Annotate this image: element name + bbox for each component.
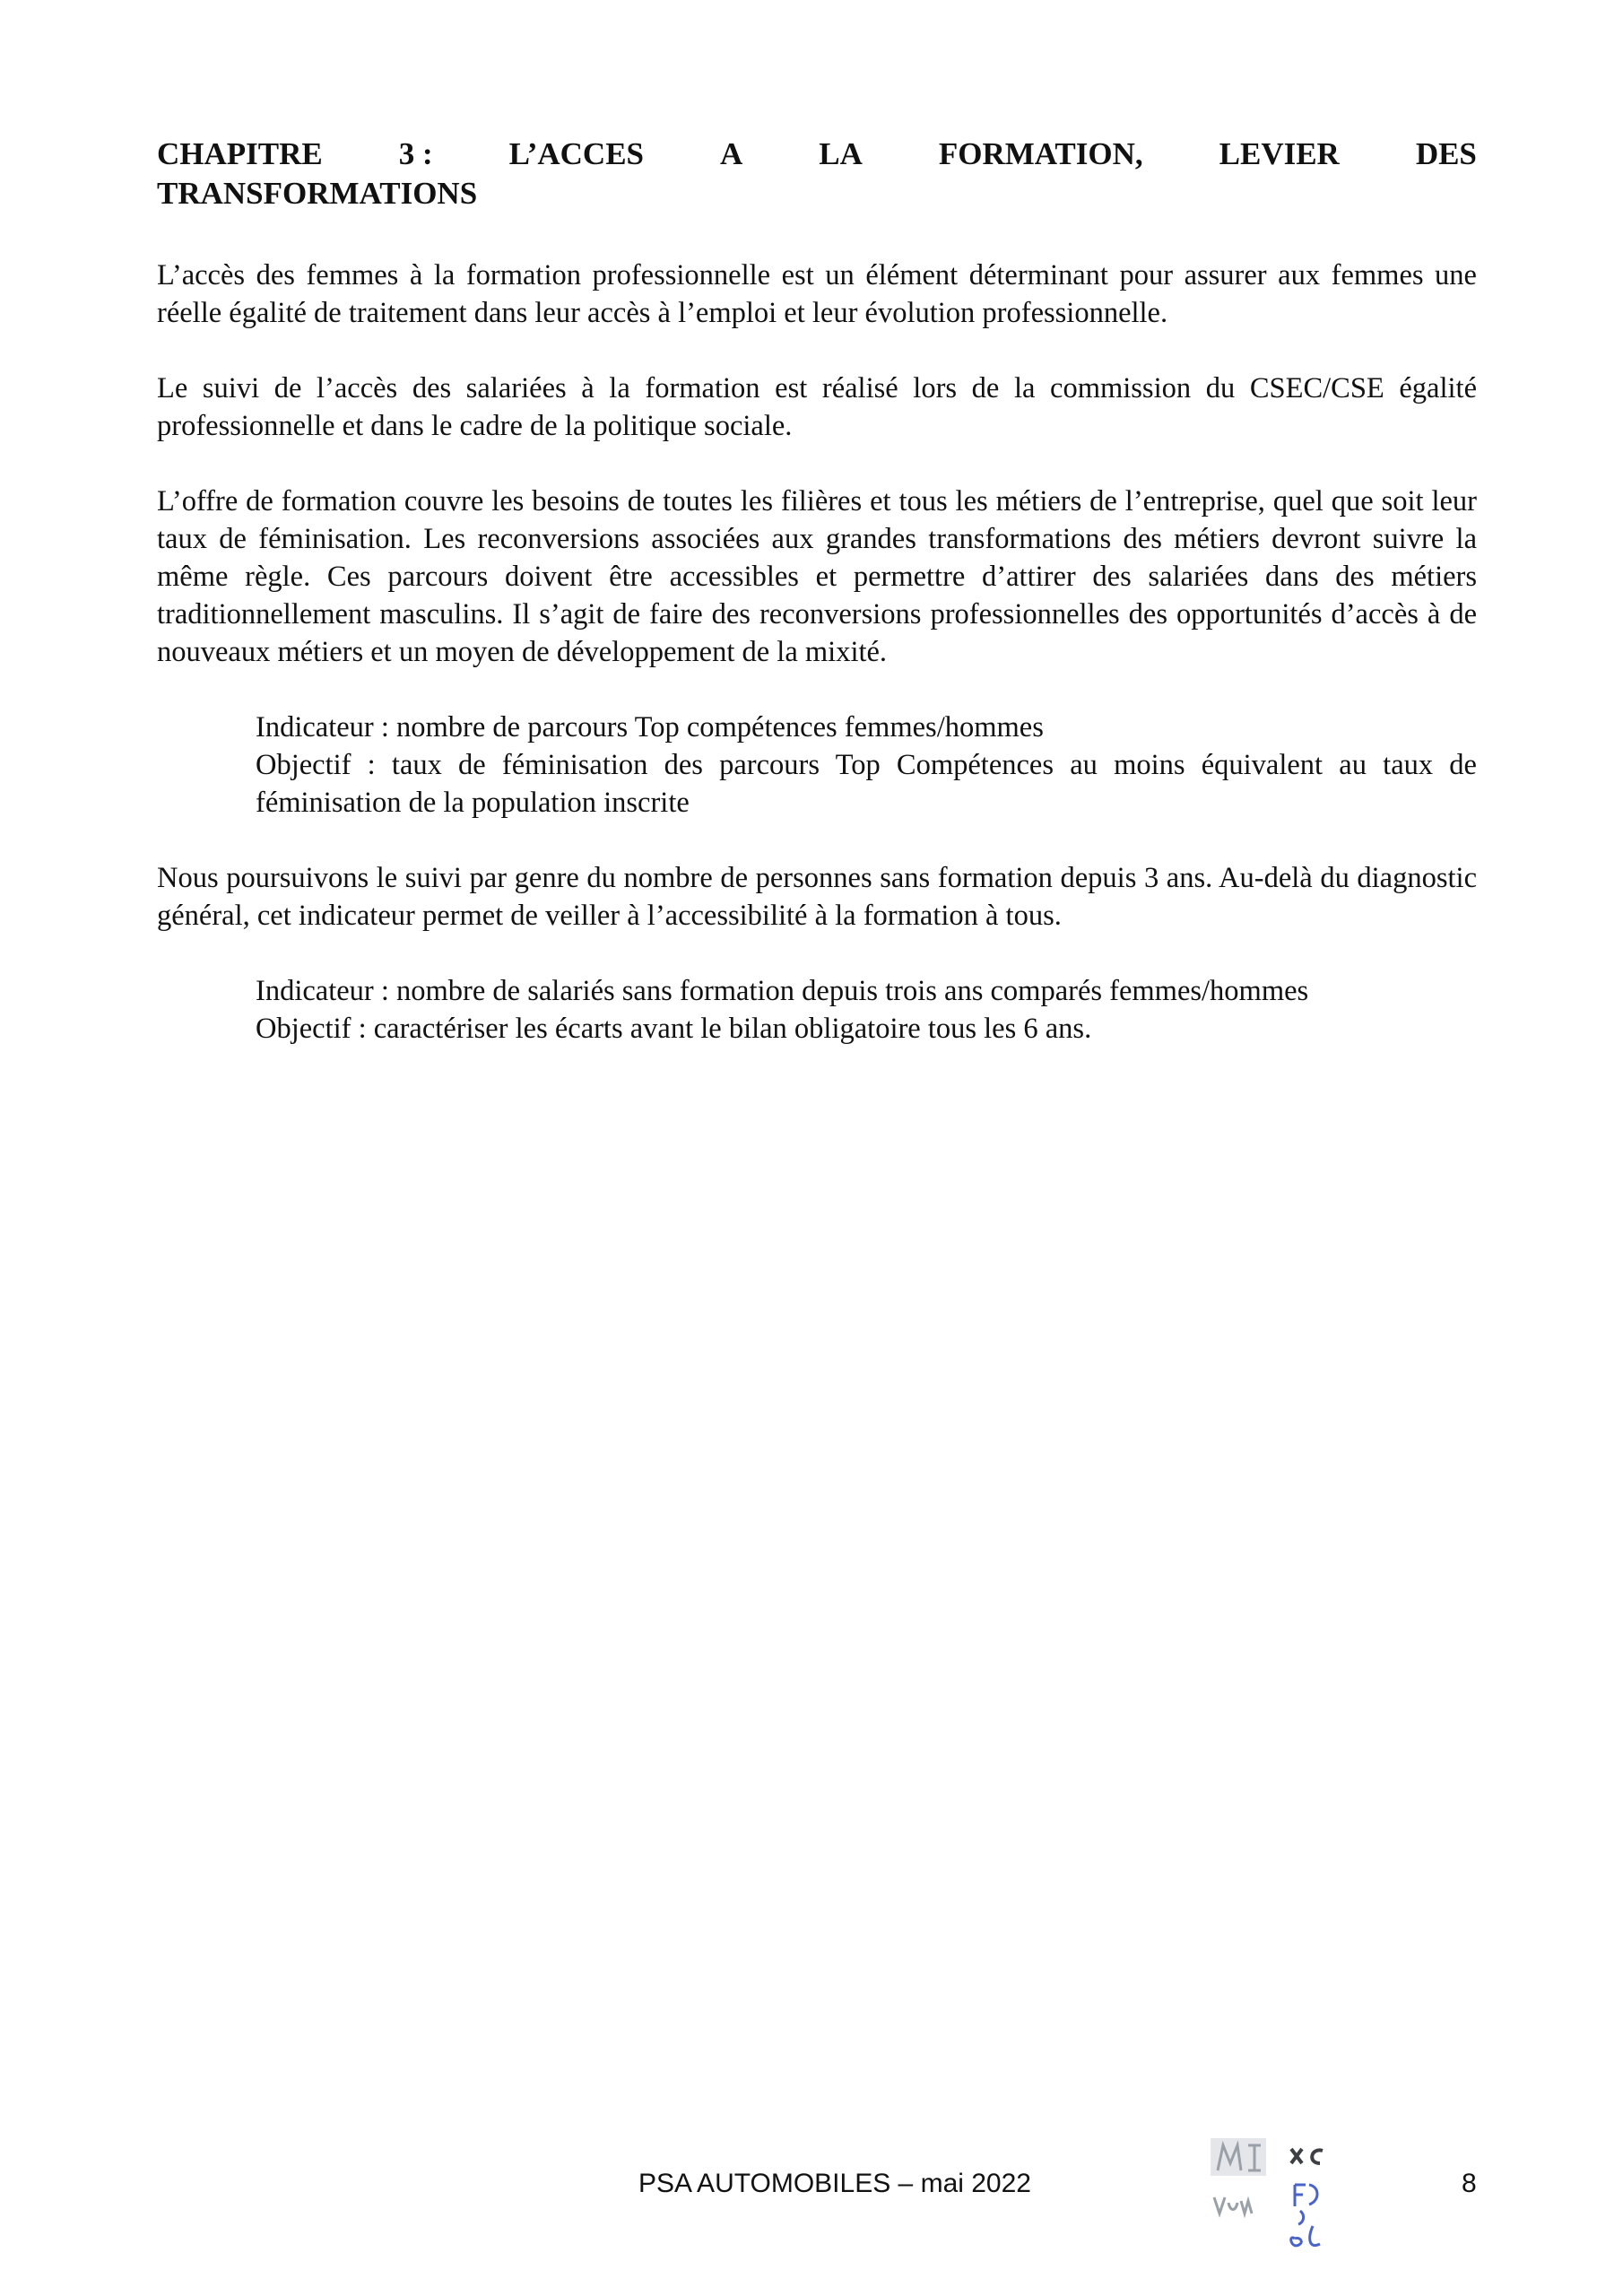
indicator-text: Indicateur : nombre de parcours Top compétences femmes/hommes (256, 711, 1044, 744)
paragraph-intro: L’accès des femmes à la formation professionnelle est un élément déterminant pour assurer aux femmes une réelle égalité de traitement dans leur accès à l’emploi et leur évolution professionnelle. (157, 259, 1477, 329)
title-word: A (720, 136, 743, 171)
chapter-title (157, 135, 1477, 213)
title-word: LA (819, 136, 863, 171)
title-word: 3 : (398, 136, 433, 171)
chapter-title-line1 (157, 135, 1477, 174)
title-word: LEVIER (1219, 136, 1340, 171)
title-word: FORMATION, (938, 136, 1143, 171)
initials-ol (1291, 2226, 1320, 2246)
objective-text: Objectif : caractériser les écarts avant le bilan obligatoire tous les 6 ans. (256, 1013, 1092, 1045)
indicator-text: Indicateur : nombre de salariés sans formation depuis trois ans comparés femmes/hommes (256, 975, 1309, 1007)
title-word: L’ACCES (508, 136, 645, 171)
page-content (157, 135, 1477, 1085)
indicator-block-1 (256, 709, 1477, 822)
paragraph-offre: L’offre de formation couvre les besoins de toutes les filières et tous les métiers de l’entreprise, quel que soit leur taux de féminisation. Les reconversions associées aux grandes transformations des métiers devront suivre la même règle. Ces parcours doivent être accessibles et permettre d’attirer des salariées dans des métiers traditionnellement masculins. Il s’agit de faire des reconversions professionnelles des opportunités d’accès à de nouveaux métiers et un moyen de développement de la mixité. (157, 485, 1477, 668)
chapter-title-line2: TRANSFORMATIONS (157, 176, 478, 211)
paragraph-suivi: Le suivi de l’accès des salariées à la formation est réalisé lors de la commission du CSEC/CSE égalité professionnelle et dans le cadre de la politique sociale. (157, 372, 1477, 442)
initials-xc (1291, 2149, 1302, 2163)
paragraph-suivi-genre: Nous poursuivons le suivi par genre du nombre de personnes sans formation depuis 3 ans. Au-delà du diagnostic général, cet indicateur permet de veiller à l’accessibilité à la formation à tous. (157, 862, 1477, 932)
page-footer (0, 2169, 1623, 2208)
objective-text: Objectif : taux de féminisation des parcours Top Compétences au moins équivalent au taux de féminisation de la population inscrite (256, 749, 1477, 819)
footer-text: PSA AUTOMOBILES – mai 2022 (638, 2169, 1031, 2198)
title-word: CHAPITRE (157, 136, 323, 171)
title-word: DES (1415, 136, 1477, 171)
page-number: 8 (1462, 2169, 1477, 2198)
indicator-block-2 (256, 972, 1477, 1048)
